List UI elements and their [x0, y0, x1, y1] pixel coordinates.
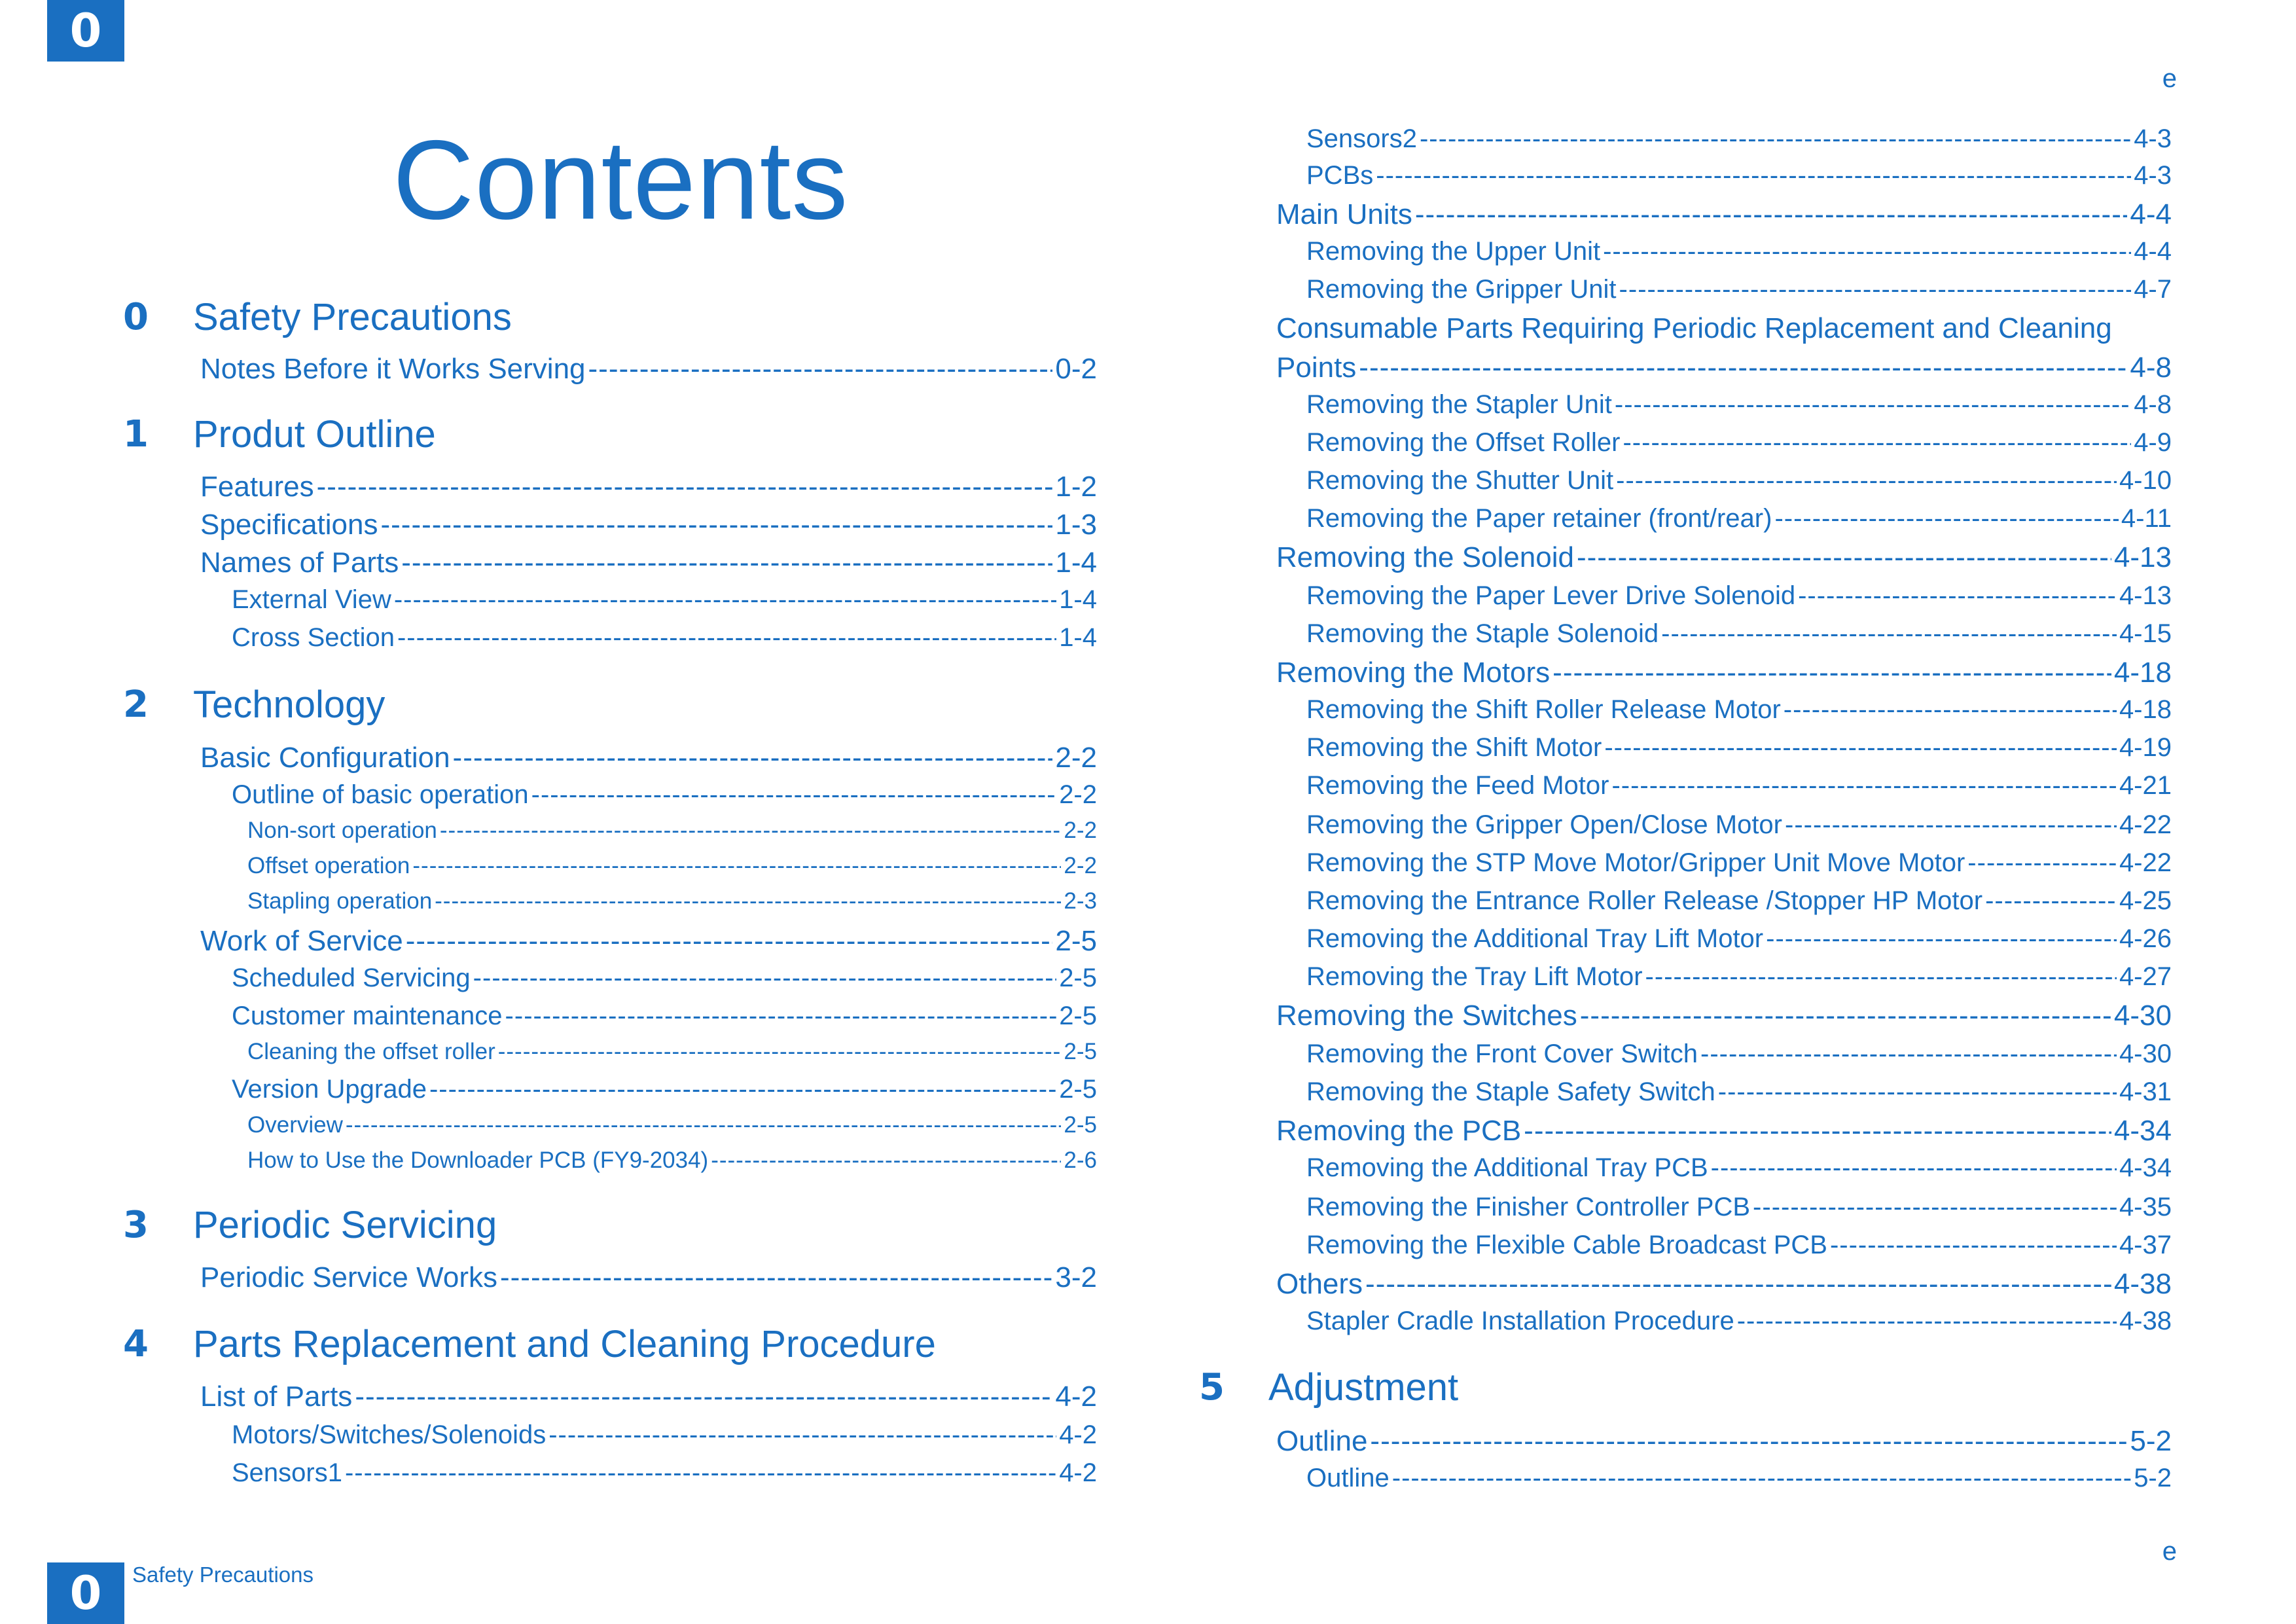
corner-marker: e: [2162, 64, 2177, 93]
toc-entry-page: 4-4: [2130, 198, 2172, 230]
toc-entry-page: 4-22: [2119, 810, 2172, 839]
toc-entry-label: Periodic Service Works: [200, 1261, 497, 1293]
toc-entry-label: Outline: [1276, 1425, 1368, 1457]
toc-entry-label: Removing the Motors: [1276, 657, 1551, 689]
toc-entry-page: 2-5: [1059, 1001, 1097, 1030]
toc-entry-page: 4-13: [2113, 541, 2172, 573]
toc-entry-page: 2-2: [1064, 853, 1097, 878]
toc-entry-label: Consumable Parts Requiring Periodic Replacement and Cleaning: [1276, 312, 2112, 344]
toc-entry-label: Motors/Switches/Solenoids: [232, 1420, 547, 1449]
toc-entry[interactable]: [1306, 577, 2172, 614]
toc-entry-page: 4-38: [2113, 1268, 2172, 1300]
toc-entry-label: Cleaning the offset roller: [247, 1039, 495, 1064]
toc-entry-page: 4-8: [2130, 352, 2172, 384]
toc-entry[interactable]: [1306, 271, 2172, 308]
toc-entry-page: 4-30: [2119, 1039, 2172, 1068]
toc-entry-label: Specifications: [200, 509, 378, 541]
toc-entry[interactable]: [1306, 615, 2172, 652]
toc-entry-label: List of Parts: [200, 1380, 353, 1413]
leader-dots: [1552, 655, 2111, 691]
leader-dots: [1577, 539, 2111, 576]
toc-entry-page: 4-2: [1055, 1380, 1097, 1413]
toc-entry[interactable]: [1276, 350, 2172, 386]
footer-chapter-badge: 0: [47, 1562, 124, 1624]
leader-dots: [1766, 920, 2117, 957]
leader-dots: [1661, 615, 2117, 652]
toc-entry-label: Basic Configuration: [200, 742, 450, 774]
chapter-number: 5: [1199, 1366, 1225, 1409]
toc-entry-label: Removing the Finisher Controller PCB: [1306, 1193, 1751, 1221]
toc-entry-page: 2-5: [1059, 964, 1097, 992]
toc-entry[interactable]: [1276, 998, 2172, 1034]
toc-entry-page: 4-34: [2113, 1115, 2172, 1147]
leader-dots: [1370, 1423, 2127, 1460]
toc-entry-page: 4-18: [2119, 695, 2172, 724]
toc-entry-page: 4-3: [2134, 124, 2172, 153]
toc-entry-page: 4-3: [2134, 161, 2172, 190]
chapter-badge: 0: [47, 0, 124, 62]
leader-dots: [1737, 1303, 2117, 1339]
toc-entry-page: 4-35: [2119, 1193, 2172, 1221]
chapter-number: 3: [123, 1204, 149, 1246]
leader-dots: [1619, 271, 2132, 308]
leader-dots: [1604, 729, 2117, 766]
chapter-title[interactable]: Produt Outline: [193, 413, 436, 456]
toc-entry-label: Points: [1276, 352, 1357, 384]
toc-entry[interactable]: [1306, 882, 2172, 919]
toc-entry-label: Work of Service: [200, 925, 403, 957]
toc-entry-label: Removing the Upper Unit: [1306, 237, 1601, 266]
chapter-title[interactable]: Parts Replacement and Cleaning Procedure: [193, 1323, 936, 1365]
toc-entry-page: 4-19: [2119, 733, 2172, 762]
toc-entry-page: 4-11: [2121, 504, 2172, 533]
toc-entry[interactable]: [1306, 462, 2172, 499]
leader-dots: [1785, 806, 2117, 843]
leader-dots: [1611, 767, 2116, 804]
toc-entry-label: Removing the Additional Tray PCB: [1306, 1153, 1708, 1182]
toc-entry-page: 4-4: [2134, 237, 2172, 266]
toc-entry[interactable]: [1306, 386, 2172, 423]
toc-entry-page: 1-2: [1055, 471, 1097, 503]
toc-entry-label: Customer maintenance: [232, 1001, 503, 1030]
toc-entry-label: Removing the Shutter Unit: [1306, 466, 1614, 495]
toc-entry-label: Removing the Flexible Cable Broadcast PCB: [1306, 1231, 1827, 1259]
toc-entry-page: 4-37: [2119, 1231, 2172, 1259]
toc-entry-label: Removing the Gripper Unit: [1306, 275, 1617, 304]
leader-dots: [1967, 844, 2117, 881]
chapter-title[interactable]: Technology: [193, 683, 386, 726]
toc-entry-label: PCBs: [1306, 161, 1374, 190]
toc-entry-label: External View: [232, 585, 391, 614]
leader-dots: [1985, 882, 2117, 919]
toc-entry-page: 4-15: [2119, 619, 2172, 648]
toc-entry[interactable]: [1306, 920, 2172, 957]
leader-dots: [1524, 1113, 2111, 1149]
toc-entry-label: Scheduled Servicing: [232, 964, 471, 992]
toc-entry[interactable]: [1306, 729, 2172, 766]
toc-entry-label: Removing the Switches: [1276, 1000, 1577, 1032]
toc-entry[interactable]: [1276, 1113, 2172, 1149]
toc-entry[interactable]: [1306, 958, 2172, 995]
leader-dots: [1376, 157, 2131, 194]
toc-entry-label: How to Use the Downloader PCB (FY9-2034): [247, 1147, 709, 1173]
toc-entry-label: Removing the Paper Lever Drive Solenoid: [1306, 581, 1796, 610]
leader-dots: [1753, 1189, 2117, 1225]
toc-entry[interactable]: [1306, 500, 2172, 537]
toc-entry-page: 2-3: [1064, 888, 1097, 914]
toc-entry-heading[interactable]: [1276, 310, 2172, 347]
toc-entry-label: Removing the Offset Roller: [1306, 428, 1621, 457]
toc-entry-page: 4-25: [2119, 886, 2172, 915]
toc-entry-label: Offset operation: [247, 853, 410, 878]
toc-entry-label: Removing the Front Cover Switch: [1306, 1039, 1698, 1068]
toc-entry-label: Overview: [247, 1112, 343, 1138]
toc-entry-page: 2-5: [1059, 1075, 1097, 1104]
toc-entry-label: Removing the Solenoid: [1276, 541, 1574, 573]
toc-entry-page: 5-2: [2134, 1464, 2172, 1492]
toc-entry-page: 4-2: [1059, 1420, 1097, 1449]
toc-entry[interactable]: [1306, 424, 2172, 461]
toc-entry-page: 4-38: [2119, 1307, 2172, 1335]
toc-entry-label: Sensors1: [232, 1458, 342, 1487]
toc-entry[interactable]: [1306, 1074, 2172, 1110]
leader-dots: [1615, 386, 2131, 423]
toc-entry-page: 2-6: [1064, 1147, 1097, 1173]
toc-entry[interactable]: [1276, 196, 2172, 233]
toc-entry-page: 4-18: [2113, 657, 2172, 689]
toc-entry-label: Cross Section: [232, 623, 395, 652]
leader-dots: [1623, 424, 2131, 461]
toc-entry-label: Removing the Staple Solenoid: [1306, 619, 1659, 648]
toc-entry-page: 2-2: [1059, 780, 1097, 809]
toc-entry-page: 1-3: [1055, 509, 1097, 541]
toc-entry-label: Removing the STP Move Motor/Gripper Unit Move Motor: [1306, 848, 1965, 877]
toc-entry[interactable]: [1306, 844, 2172, 881]
toc-entry-page: 0-2: [1055, 353, 1097, 385]
toc-entry-label: Removing the Entrance Roller Release /Stopper HP Motor: [1306, 886, 1983, 915]
toc-entry-label: Removing the Additional Tray Lift Motor: [1306, 924, 1764, 953]
toc-entry-label: Outline of basic operation: [232, 780, 529, 809]
leader-dots: [1798, 577, 2117, 614]
leader-dots: [1645, 958, 2117, 995]
toc-entry[interactable]: [1306, 691, 2172, 728]
toc-entry[interactable]: [1306, 233, 2172, 270]
chapter-number: 0: [123, 296, 149, 338]
chapter-title[interactable]: Periodic Servicing: [193, 1204, 497, 1246]
toc-entry-label: Removing the Gripper Open/Close Motor: [1306, 810, 1782, 839]
leader-dots: [1392, 1460, 2131, 1496]
toc-entry-label: Removing the PCB: [1276, 1115, 1522, 1147]
toc-entry-page: 4-8: [2134, 390, 2172, 419]
toc-entry-label: Stapler Cradle Installation Procedure: [1306, 1307, 1734, 1335]
chapter-number: 1: [123, 413, 149, 456]
toc-entry-page: 4-31: [2119, 1077, 2172, 1106]
corner-marker: e: [2162, 1537, 2177, 1566]
leader-dots: [1784, 691, 2117, 728]
leader-dots: [1830, 1227, 2117, 1263]
toc-entry[interactable]: [1306, 767, 2172, 804]
toc-entry-page: 1-4: [1055, 547, 1097, 579]
toc-entry-page: 4-13: [2119, 581, 2172, 610]
toc-entry-page: 3-2: [1055, 1261, 1097, 1293]
toc-entry-page: 2-5: [1064, 1039, 1097, 1064]
toc-entry[interactable]: [1276, 1266, 2172, 1303]
toc-entry-page: 4-22: [2119, 848, 2172, 877]
toc-entry[interactable]: [1276, 1423, 2172, 1460]
leader-dots: [1711, 1149, 2117, 1186]
toc-entry-label: Stapling operation: [247, 888, 433, 914]
toc-entry-label: Removing the Shift Roller Release Motor: [1306, 695, 1781, 724]
leader-dots: [1718, 1074, 2117, 1110]
toc-entry-page: 4-10: [2119, 466, 2172, 495]
toc-entry-label: Sensors2: [1306, 124, 1417, 153]
leader-dots: [1415, 196, 2128, 233]
toc-entry-label: Version Upgrade: [232, 1075, 427, 1104]
toc-entry[interactable]: [1306, 1149, 2172, 1186]
toc-entry-label: Others: [1276, 1268, 1363, 1300]
toc-entry[interactable]: [1306, 157, 2172, 194]
toc-entry[interactable]: [1306, 806, 2172, 843]
toc-entry[interactable]: [1306, 1189, 2172, 1225]
leader-dots: [1580, 998, 2111, 1034]
chapter-number: 4: [123, 1323, 149, 1365]
toc-entry-page: 5-2: [2130, 1425, 2172, 1457]
chapter-title[interactable]: Adjustment: [1268, 1366, 1459, 1409]
toc-entry-label: Features: [200, 471, 314, 503]
toc-entry[interactable]: [1306, 1227, 2172, 1263]
toc-entry-page: 4-9: [2134, 428, 2172, 457]
toc-entry-page: 1-4: [1059, 623, 1097, 652]
leader-dots: [1774, 500, 2118, 537]
toc-entry-page: 4-7: [2134, 275, 2172, 304]
toc-entry-label: Removing the Paper retainer (front/rear): [1306, 504, 1772, 533]
leader-dots: [1420, 120, 2131, 157]
toc-entry-page: 2-5: [1064, 1112, 1097, 1138]
toc-entry-page: 2-2: [1055, 742, 1097, 774]
toc-entry[interactable]: [1306, 1460, 2172, 1496]
toc-entry-label: Names of Parts: [200, 547, 399, 579]
toc-entry-label: Non-sort operation: [247, 818, 437, 843]
toc-entry-page: 2-2: [1064, 818, 1097, 843]
toc-entry-page: 4-34: [2119, 1153, 2172, 1182]
toc-entry[interactable]: [1306, 1303, 2172, 1339]
toc-entry-label: Removing the Feed Motor: [1306, 771, 1609, 800]
chapter-number: 2: [123, 683, 149, 726]
toc-entry-page: 4-26: [2119, 924, 2172, 953]
toc-entry-label: Main Units: [1276, 198, 1412, 230]
leader-dots: [1365, 1266, 2111, 1303]
leader-dots: [1616, 462, 2117, 499]
toc-entry-label: Removing the Stapler Unit: [1306, 390, 1612, 419]
toc-entry[interactable]: [1276, 655, 2172, 691]
toc-entry-page: 2-5: [1055, 925, 1097, 957]
page-title: Contents: [393, 117, 849, 243]
leader-dots: [1603, 233, 2131, 270]
toc-entry[interactable]: [1306, 120, 2172, 157]
leader-dots: [1700, 1036, 2117, 1072]
chapter-title[interactable]: Safety Precautions: [193, 296, 512, 338]
toc-entry-page: 4-21: [2119, 771, 2172, 800]
toc-entry-label: Notes Before it Works Serving: [200, 353, 586, 385]
toc-entry-label: Removing the Staple Safety Switch: [1306, 1077, 1715, 1106]
leader-dots: [1359, 350, 2127, 386]
toc-entry-page: 4-30: [2113, 1000, 2172, 1032]
toc-entry[interactable]: [1306, 1036, 2172, 1072]
toc-entry-label: Removing the Shift Motor: [1306, 733, 1602, 762]
toc-entry[interactable]: [1276, 539, 2172, 576]
toc-entry-label: Removing the Tray Lift Motor: [1306, 962, 1643, 991]
toc-entry-page: 4-2: [1059, 1458, 1097, 1487]
footer-section-label: Safety Precautions: [132, 1562, 314, 1587]
toc-entry-page: 4-27: [2119, 962, 2172, 991]
toc-entry-page: 1-4: [1059, 585, 1097, 614]
toc-entry-label: Outline: [1306, 1464, 1390, 1492]
